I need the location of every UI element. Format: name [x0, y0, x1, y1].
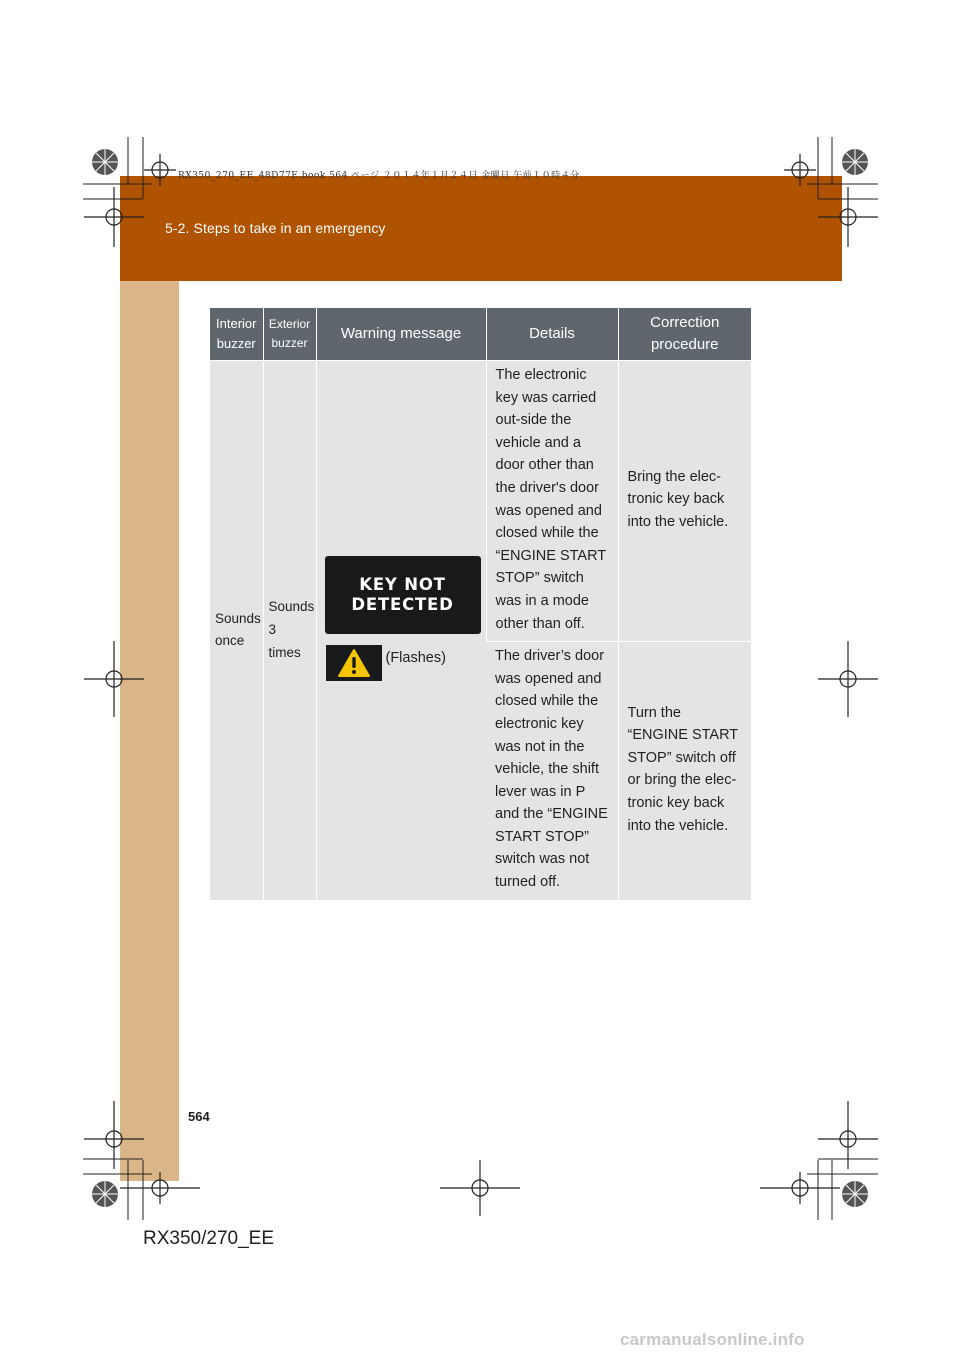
exterior-buzzer-cell [263, 361, 316, 900]
header-warning-message: Warning message [316, 308, 486, 361]
header-interior-buzzer: Interior buzzer [210, 308, 263, 361]
watermark: carmanualsonline.info [620, 1330, 805, 1349]
exterior-buzzer-value: Sounds 3 times [268, 599, 315, 660]
correction-cell: Bring the elec-tronic key back into the vehicle. [618, 361, 751, 642]
table-header-row [210, 308, 751, 361]
flashes-label: (Flashes) [385, 650, 446, 666]
display-line-2: DETECTED [351, 595, 454, 614]
warning-table [210, 308, 751, 900]
header-correction-procedure: Correction procedure [618, 308, 751, 361]
interior-buzzer-value: Sounds once [215, 610, 261, 649]
correction-cell: Turn the “ENGINE START STOP” switch off or bring the elec-tronic key back into the vehicle. [618, 642, 751, 900]
print-slug: RX350_270_EE_48D77E.book 564 ページ ２０１４年１月２４日 金曜日 午前１０時４分 [178, 171, 580, 181]
warning-triangle-icon [326, 645, 382, 681]
header-details: Details [486, 308, 618, 361]
interior-buzzer-cell [210, 361, 263, 900]
details-cell: The driver’s door was opened and closed while the electronic key was not in the vehicle, the shift lever was in P and the “ENGINE START STOP” switch was not turned off. [486, 642, 618, 900]
key-not-detected-display [325, 556, 481, 634]
table-row [210, 361, 751, 642]
header-exterior-buzzer: Exterior buzzer [263, 308, 316, 361]
details-cell: The electronic key was carried out-side the vehicle and a door other than the driver's door was opened and closed while the “ENGINE START STOP” switch was in a mode other than off. [486, 361, 618, 642]
page-number: 564 [188, 1109, 210, 1124]
section-title: 5-2. Steps to take in an emergency [165, 220, 386, 236]
footer-model-code: RX350/270_EE [143, 1228, 274, 1249]
display-line-1: KEY NOT [359, 575, 446, 594]
sidebar-tab [120, 281, 179, 1181]
warning-message-cell [316, 361, 486, 900]
